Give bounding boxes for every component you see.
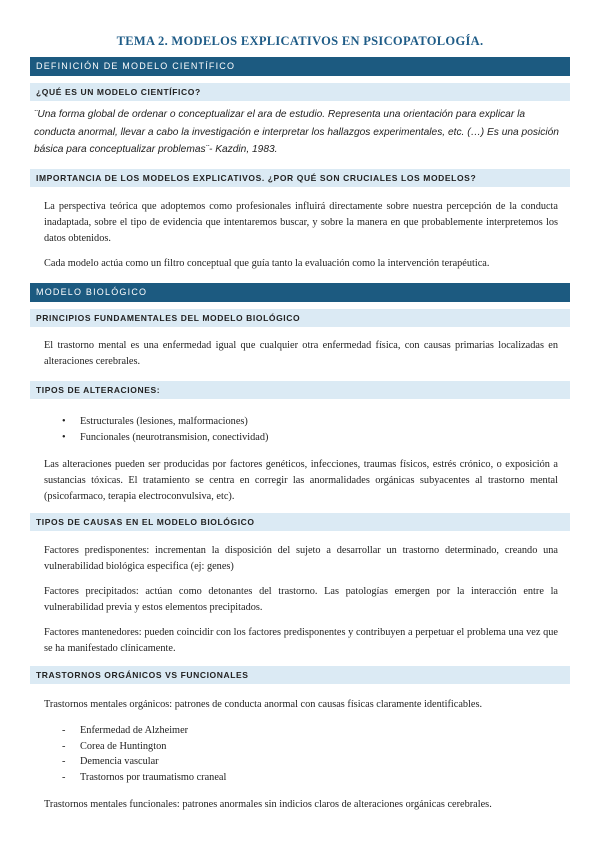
subheading-tipos-alteraciones: TIPOS DE ALTERACIONES: xyxy=(30,381,570,399)
paragraph-mantenedores: Factores mantenedores: pueden coincidir con los factores predisponentes y contribuyen a perpetuar el problema una vez que se ha manifestado clínicamente. xyxy=(44,627,558,654)
subheading-importancia: IMPORTANCIA DE LOS MODELOS EXPLICATIVOS. ¿POR QUÉ SON CRUCIALES LOS MODELOS? xyxy=(30,169,570,187)
page-title: TEMA 2. MODELOS EXPLICATIVOS EN PSICOPATOLOGÍA. xyxy=(116,34,484,48)
list-item: - Trastornos por traumatismo craneal xyxy=(62,770,542,786)
dash-icon: - xyxy=(62,740,66,752)
alteraciones-list xyxy=(62,414,542,445)
dash-icon: - xyxy=(62,771,66,783)
dash-icon: - xyxy=(62,756,66,767)
kazdin-quote: ¨Una forma global de ordenar o conceptualizar el ara de estudio. Representa una orientación para explicar la conducta anormal, llevar a cabo la investigación e interpretar los hallazgos experimentales, etc. (…) Es una posición básica para conceptualizar problemas¨- Kazdin, 1983. xyxy=(34,109,559,155)
list-item: • Estructurales (lesiones, malformaciones) xyxy=(62,414,542,430)
list-item: - Enfermedad de Alzheimer xyxy=(62,723,542,739)
section-heading-biologico: MODELO BIOLÓGICO xyxy=(30,283,570,302)
paragraph-precipitados: Factores precipitados: actúan como detonantes del trastorno. Las patologías emergen por la interacción entre la vulnerabilidad previa y estos elementos precipitados. xyxy=(44,586,558,613)
paragraph-importancia: La perspectiva teórica que adoptemos como profesionales influirá directamente sobre nuestra percepción de la conducta inadaptada, sobre el tipo de evidencia que intentaremos buscar, y sobre la manera en que probablemente interpretemos los datos obtenidos. xyxy=(44,201,558,244)
organicos-list xyxy=(62,723,542,785)
subheading-tipos-causas: TIPOS DE CAUSAS EN EL MODELO BIOLÓGICO xyxy=(30,513,570,531)
paragraph-principios: El trastorno mental es una enfermedad igual que cualquier otra enfermedad física, con causas primarias localizadas en alteraciones cerebrales. xyxy=(44,340,558,367)
bullet-icon: • xyxy=(62,416,66,427)
list-item: - Demencia vascular xyxy=(62,754,542,770)
paragraph-organicos: Trastornos mentales orgánicos: patrones de conducta anormal con causas físicas claramente identificables. xyxy=(44,699,483,710)
dash-icon: - xyxy=(62,725,66,736)
bullet-icon: • xyxy=(62,431,66,443)
paragraph-funcionales: Trastornos mentales funcionales: patrones anormales sin indicios claros de alteraciones orgánicas cerebrales. xyxy=(44,799,492,810)
paragraph-predisponentes: Factores predisponentes: incrementan la disposición del sujeto a desarrollar un trastorno determinado, creando una vulnerabilidad biológica especifica (ej: genes) xyxy=(44,545,558,572)
list-item: • Funcionales (neurotransmision, conectividad) xyxy=(62,430,542,446)
subheading-trastornos: TRASTORNOS ORGÁNICOS VS FUNCIONALES xyxy=(30,666,570,684)
subheading-principios: PRINCIPIOS FUNDAMENTALES DEL MODELO BIOLÓGICO xyxy=(30,309,570,327)
section-heading-definicion: DEFINICIÓN DE MODELO CIENTÍFICO xyxy=(30,57,570,76)
list-item: - Corea de Huntington xyxy=(62,739,542,755)
paragraph-filtro: Cada modelo actúa como un filtro conceptual que guía tanto la evaluación como la intervención terapéutica. xyxy=(44,258,490,269)
paragraph-alteraciones: Las alteraciones pueden ser producidas por factores genéticos, infecciones, traumas físicos, estrés crónico, o exposición a sustancias tóxicas. El tratamiento se centra en corregir las anormalidades orgánicas subyacentes al trastorno mental (psicofarmaco, terapia electroconvulsiva, etc). xyxy=(44,459,558,502)
subheading-que-es: ¿QUÉ ES UN MODELO CIENTÍFICO? xyxy=(30,83,570,101)
